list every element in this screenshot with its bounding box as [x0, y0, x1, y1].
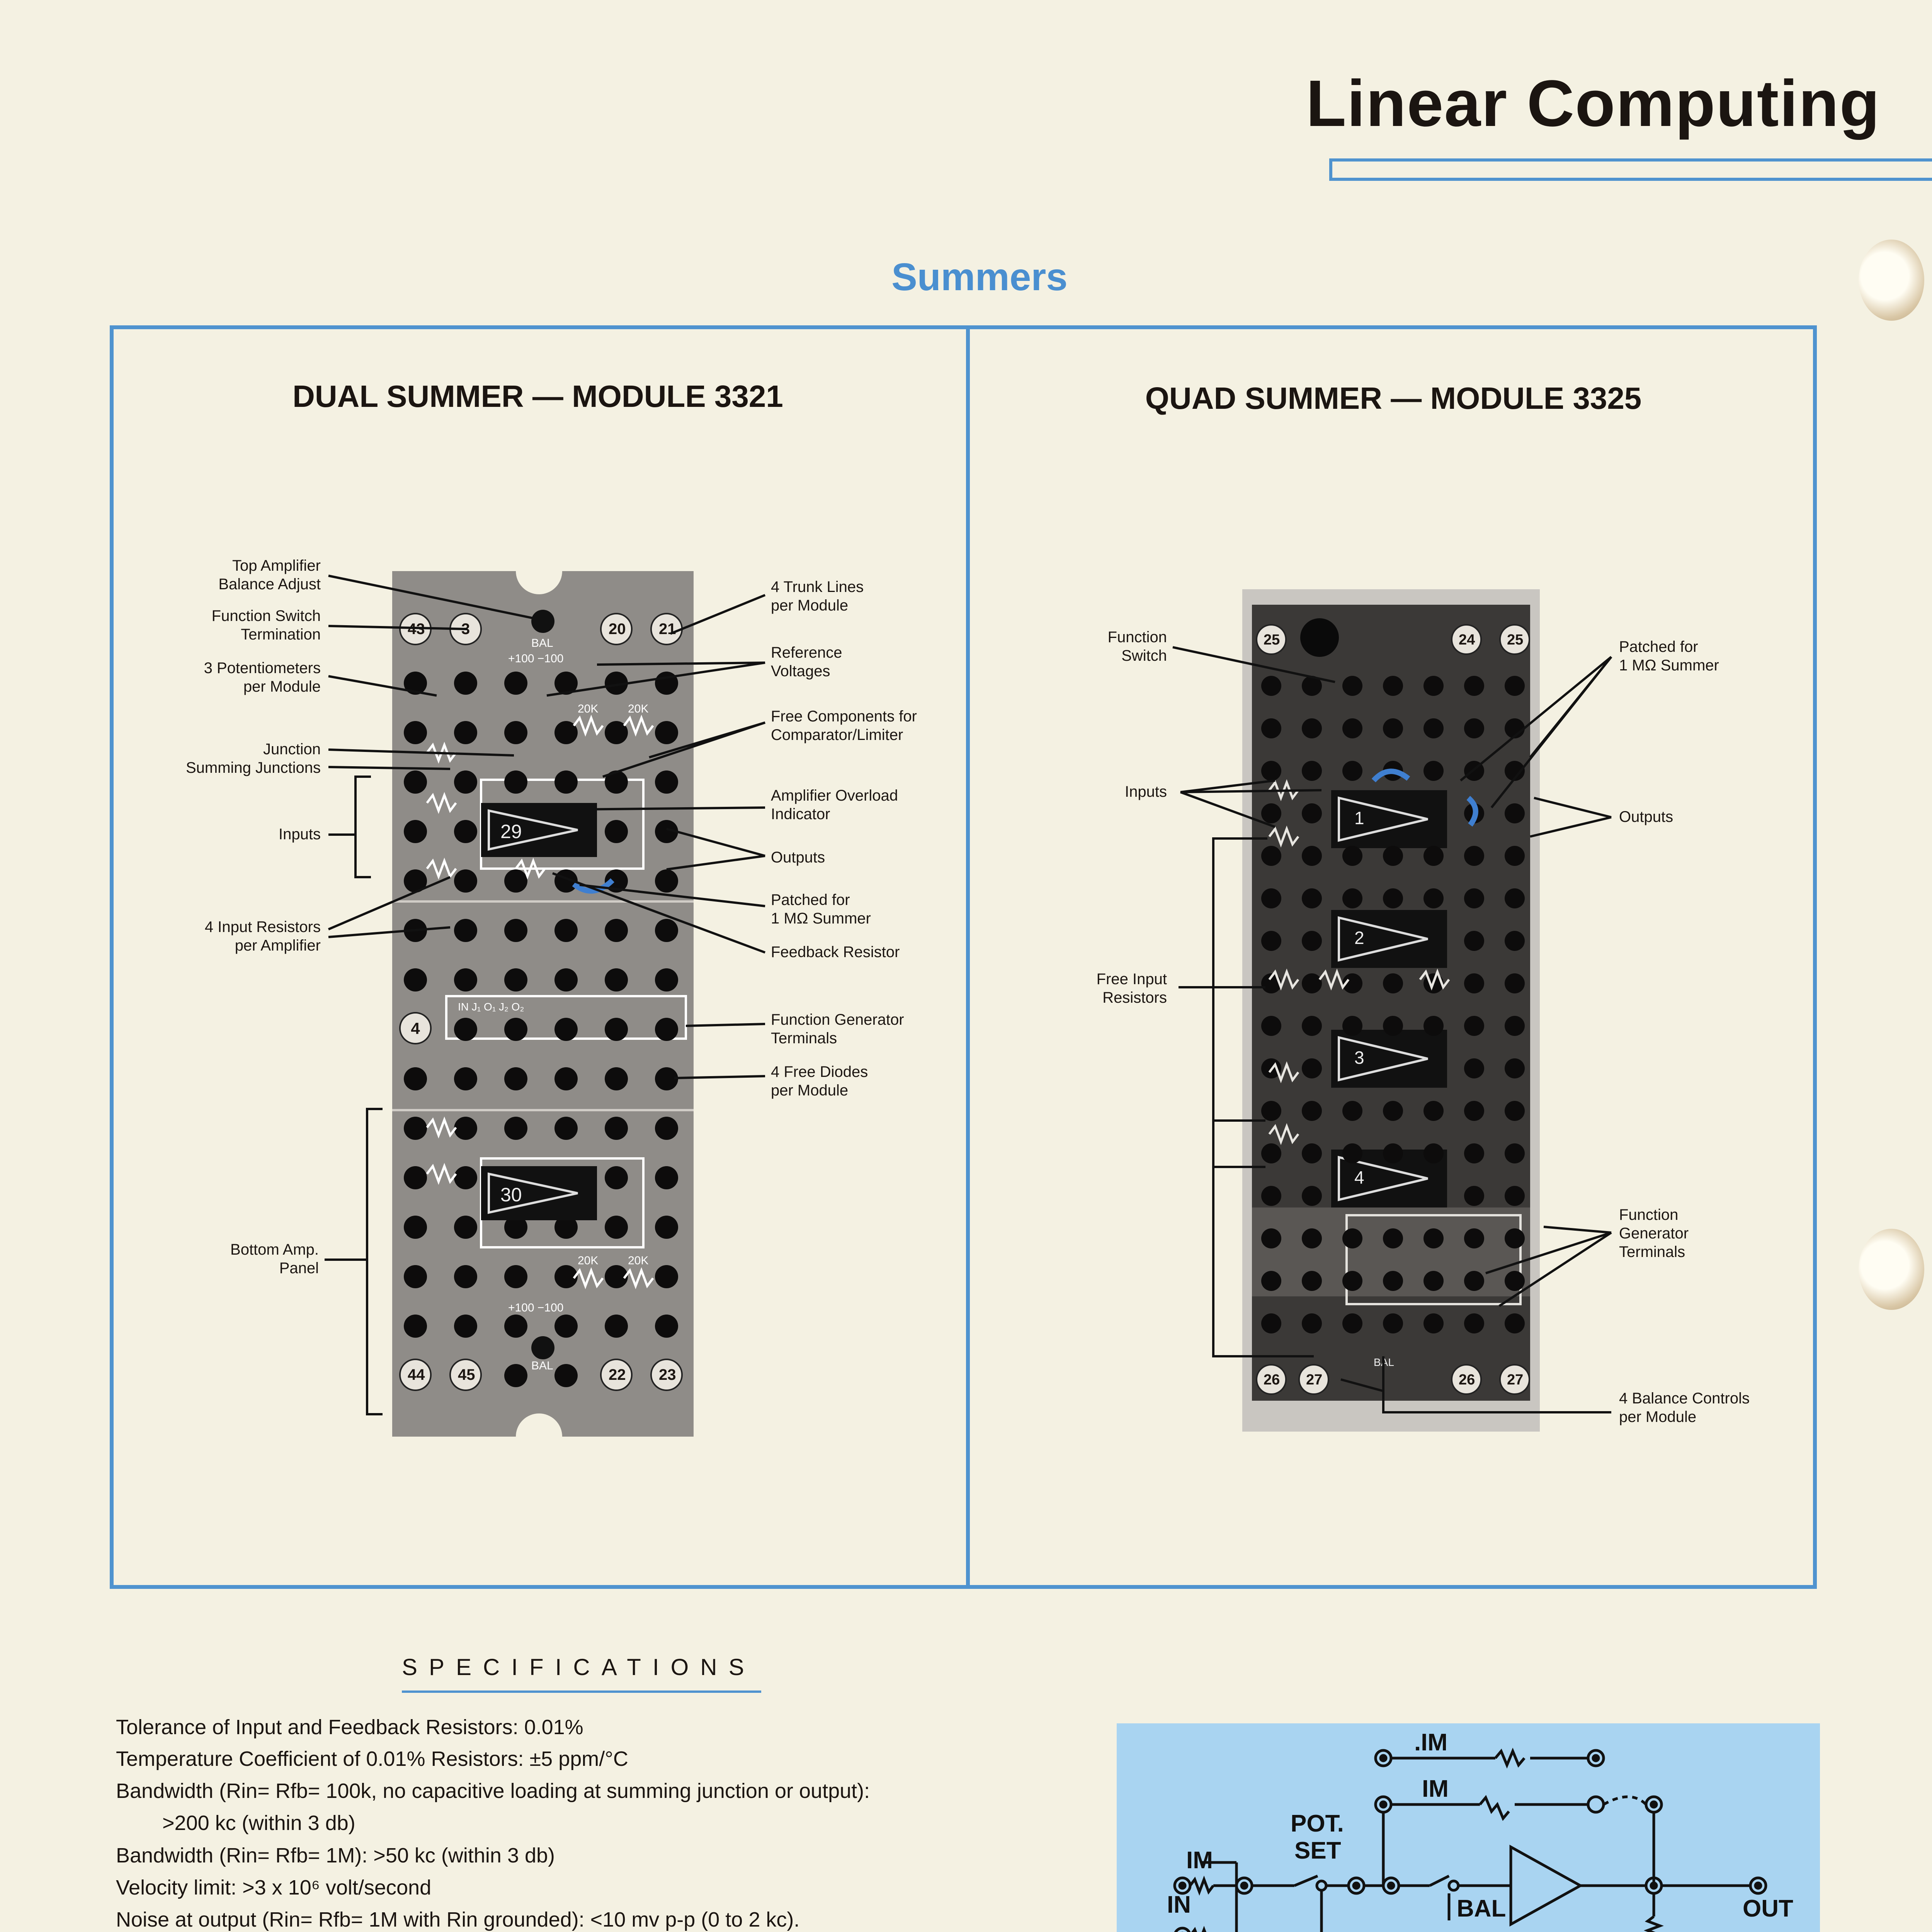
patch-jack	[404, 1117, 427, 1140]
patch-jack	[1302, 931, 1322, 951]
patch-jack	[605, 770, 628, 794]
patch-jack	[1302, 718, 1322, 738]
patch-jack	[1383, 846, 1403, 866]
patch-jack	[1342, 846, 1362, 866]
patch-jack	[404, 721, 427, 744]
frame-divider	[966, 325, 970, 1589]
patch-jack	[504, 1265, 527, 1288]
schem-label-bal: BAL	[1457, 1895, 1506, 1922]
patch-jack	[1342, 1016, 1362, 1036]
patch-jack	[504, 968, 527, 992]
patch-jack	[1342, 1143, 1362, 1163]
patch-jack	[1464, 1228, 1484, 1248]
patch-jack	[605, 1067, 628, 1090]
trunk-44: 44	[408, 1366, 425, 1383]
patch-jack	[1383, 1271, 1403, 1291]
patch-jack	[1464, 1313, 1484, 1333]
patch-jack	[605, 1315, 628, 1338]
schem-label-pot-set: POT. SET	[1291, 1810, 1344, 1864]
callout-patched-1meg: Patched for 1 MΩ Summer	[771, 891, 871, 927]
quad-summer-panel-drawing	[1242, 589, 1540, 1432]
patch-jack	[504, 1364, 527, 1387]
patch-jack	[454, 820, 477, 843]
patch-jack	[554, 1117, 578, 1140]
patch-jack	[1464, 676, 1484, 696]
patch-jack	[554, 672, 578, 695]
callout-free-components: Free Components for Comparator/Limiter	[771, 708, 917, 743]
schem-label-im-in: IM	[1186, 1847, 1213, 1874]
patch-jack	[1383, 676, 1403, 696]
patch-jack	[605, 968, 628, 992]
callout-feedback-resistor: Feedback Resistor	[771, 944, 900, 961]
patch-jack	[655, 869, 678, 893]
trunk-43: 43	[408, 621, 425, 638]
patch-jack	[454, 1315, 477, 1338]
patch-jack	[404, 869, 427, 893]
quad-summer-panel	[1242, 589, 1540, 1432]
patch-jack	[554, 770, 578, 794]
patch-jack	[404, 1067, 427, 1090]
quad-trunk-27b: 27	[1507, 1372, 1524, 1388]
patch-jack	[1383, 718, 1403, 738]
patch-jack	[1464, 1186, 1484, 1206]
patch-jack	[454, 1067, 477, 1090]
header-rule	[1329, 158, 1932, 181]
patch-jack	[1261, 803, 1281, 823]
patch-jack	[1464, 888, 1484, 908]
patch-jack	[1302, 1271, 1322, 1291]
quad-trunk-25a: 25	[1264, 632, 1280, 648]
patch-jack	[655, 721, 678, 744]
patch-jack	[655, 919, 678, 942]
quad-callout-function-switch: Function Switch	[1107, 629, 1167, 664]
patch-jack	[1505, 846, 1525, 866]
patch-jack	[1261, 1228, 1281, 1248]
patch-jack	[1383, 1143, 1403, 1163]
patch-jack	[1464, 761, 1484, 781]
patch-jack	[454, 770, 477, 794]
patch-jack	[404, 1315, 427, 1338]
quad-trunk-26a: 26	[1264, 1372, 1280, 1388]
patch-jack	[1342, 1101, 1362, 1121]
spec-line: Noise at output (Rin= Rfb= 1M with Rin grounded): <10 mv p-p (0 to 2 kc).	[116, 1908, 800, 1931]
patch-jack	[554, 1018, 578, 1041]
trunk-45: 45	[458, 1366, 475, 1383]
dual-summer-title: DUAL SUMMER — MODULE 3321	[293, 379, 783, 413]
patch-jack	[1505, 1101, 1525, 1121]
quad-amp-1-label: 1	[1354, 808, 1364, 828]
patch-jack	[1464, 973, 1484, 993]
k20b-label: 20K	[628, 702, 649, 715]
patch-jack	[1505, 718, 1525, 738]
amp-30-label: 30	[500, 1184, 522, 1206]
ref-bot-label: +100 −100	[508, 1301, 564, 1314]
section-title: Summers	[891, 255, 1068, 299]
patch-jack	[404, 1265, 427, 1288]
patch-jack	[1383, 1016, 1403, 1036]
patch-jack	[1302, 803, 1322, 823]
page-header-title: Linear Computing	[1306, 67, 1881, 140]
patch-jack	[454, 1117, 477, 1140]
patch-jack	[1383, 1313, 1403, 1333]
patch-jack	[1423, 846, 1444, 866]
patch-jack	[1423, 1228, 1444, 1248]
patch-jack	[404, 919, 427, 942]
patch-jack	[404, 770, 427, 794]
callout-4-free-diodes: 4 Free Diodes per Module	[771, 1063, 868, 1099]
spec-line: Bandwidth (Rin= Rfb= 1M): >50 kc (within 3 db)	[116, 1844, 555, 1867]
patch-jack	[1423, 1271, 1444, 1291]
patch-jack	[1383, 1228, 1403, 1248]
callout-summing-junctions: Junction Summing Junctions	[185, 741, 321, 776]
patch-jack	[454, 721, 477, 744]
patch-jack	[504, 1315, 527, 1338]
patch-jack	[454, 1018, 477, 1041]
patch-jack	[454, 1265, 477, 1288]
patch-jack	[1464, 1016, 1484, 1036]
patch-jack	[554, 968, 578, 992]
patch-jack	[605, 1117, 628, 1140]
patch-jack	[1505, 1186, 1525, 1206]
trunk-3: 3	[461, 621, 470, 638]
patch-jack	[1505, 761, 1525, 781]
patch-jack	[1423, 888, 1444, 908]
patch-jack	[655, 770, 678, 794]
binder-hole-top	[1859, 240, 1924, 321]
patch-jack	[504, 770, 527, 794]
patch-jack	[1505, 973, 1525, 993]
quad-callout-free-input-resistors: Free Input Resistors	[1096, 971, 1167, 1006]
quad-callout-patched-1meg: Patched for 1 MΩ Summer	[1619, 638, 1719, 674]
patch-jack	[404, 672, 427, 695]
patch-jack	[1302, 761, 1322, 781]
patch-jack	[1423, 1143, 1444, 1163]
quad-summer-title: QUAD SUMMER — MODULE 3325	[1145, 381, 1642, 415]
patch-jack	[1423, 1016, 1444, 1036]
patch-jack	[404, 820, 427, 843]
patch-jack	[1261, 1101, 1281, 1121]
patch-jack	[554, 1067, 578, 1090]
patch-jack	[655, 1166, 678, 1189]
schem-label-in: IN	[1167, 1891, 1191, 1918]
patch-jack	[1261, 846, 1281, 866]
quad-callout-inputs: Inputs	[1125, 783, 1167, 800]
patch-jack	[655, 1216, 678, 1239]
quad-callout-outputs: Outputs	[1619, 808, 1673, 825]
callout-amp-overload-indicator: Amplifier Overload Indicator	[771, 787, 898, 823]
patch-jack	[1261, 1313, 1281, 1333]
trunk-4: 4	[411, 1019, 420, 1037]
quad-bal-label: BAL	[1374, 1356, 1394, 1368]
patch-jack	[1342, 718, 1362, 738]
schematic-drawing	[1117, 1723, 1820, 1932]
specifications-heading: SPECIFICATIONS	[402, 1654, 756, 1680]
callout-reference-voltages: Reference Voltages	[771, 644, 842, 680]
patch-jack	[605, 1018, 628, 1041]
bal-top-label: BAL	[531, 637, 553, 650]
patch-jack	[605, 1166, 628, 1189]
modules-frame	[110, 325, 1817, 1589]
patch-jack	[1464, 1143, 1484, 1163]
callout-function-switch-termination: Function Switch Termination	[211, 607, 321, 643]
patch-jack	[454, 869, 477, 893]
patch-jack	[404, 1216, 427, 1239]
patch-jack	[504, 869, 527, 893]
quad-trunk-24: 24	[1459, 632, 1475, 648]
callout-4-trunk-lines: 4 Trunk Lines per Module	[771, 578, 864, 614]
patch-jack	[1302, 676, 1322, 696]
patch-jack	[1342, 676, 1362, 696]
spec-line: >200 kc (within 3 db)	[162, 1811, 355, 1835]
patch-jack	[1505, 676, 1525, 696]
dual-summer-panel	[392, 571, 694, 1437]
patch-jack	[1302, 1058, 1322, 1078]
trunk-22: 22	[609, 1366, 626, 1383]
patch-jack	[1423, 761, 1444, 781]
patch-jack	[1302, 1143, 1322, 1163]
patch-jack	[1261, 1016, 1281, 1036]
callout-3-potentiometers: 3 Potentiometers per Module	[204, 660, 321, 695]
patch-jack	[504, 1067, 527, 1090]
quad-trunk-27a: 27	[1306, 1372, 1323, 1388]
patch-jack	[1342, 1228, 1362, 1248]
patch-jack	[1342, 1313, 1362, 1333]
patch-jack	[1261, 761, 1281, 781]
patch-jack	[1261, 931, 1281, 951]
patch-jack	[454, 1216, 477, 1239]
patch-jack	[1302, 1228, 1322, 1248]
patch-jack	[655, 968, 678, 992]
patch-jack	[1302, 888, 1322, 908]
patch-jack	[404, 968, 427, 992]
patch-jack	[1383, 973, 1403, 993]
patch-jack	[605, 820, 628, 843]
patch-jack	[1342, 1271, 1362, 1291]
patch-jack	[1464, 718, 1484, 738]
patch-jack	[605, 672, 628, 695]
quad-amp-3-label: 3	[1354, 1048, 1364, 1068]
patch-jack	[1302, 846, 1322, 866]
patch-jack	[1383, 888, 1403, 908]
patch-jack	[655, 1018, 678, 1041]
patch-jack	[1464, 1101, 1484, 1121]
trunk-21: 21	[659, 621, 676, 638]
patch-jack	[1261, 888, 1281, 908]
patch-jack	[1302, 1186, 1322, 1206]
patch-jack	[1464, 846, 1484, 866]
patch-jack	[1505, 1271, 1525, 1291]
patch-jack	[504, 1117, 527, 1140]
patch-jack	[1505, 931, 1525, 951]
callout-bottom-amp-panel: Bottom Amp. Panel	[230, 1241, 319, 1277]
patch-jack	[554, 1364, 578, 1387]
spec-line: Bandwidth (Rin= Rfb= 100k, no capacitive loading at summing junction or output):	[116, 1779, 870, 1803]
quad-callout-4-balance-controls: 4 Balance Controls per Module	[1619, 1390, 1750, 1425]
patch-jack	[1261, 718, 1281, 738]
patch-jack	[655, 1117, 678, 1140]
patch-jack	[404, 1166, 427, 1189]
specifications-rule	[402, 1690, 761, 1693]
patch-jack	[605, 919, 628, 942]
patch-jack	[1505, 803, 1525, 823]
patch-jack	[655, 1315, 678, 1338]
summer-schematic	[1117, 1723, 1820, 1932]
patch-jack	[1342, 761, 1362, 781]
patch-jack	[1505, 888, 1525, 908]
callout-inputs: Inputs	[279, 826, 321, 843]
patch-jack	[605, 1216, 628, 1239]
callout-4-input-resistors: 4 Input Resistors per Amplifier	[204, 918, 321, 954]
k20a-label: 20K	[578, 702, 599, 715]
schem-label-im-top: .IM	[1414, 1729, 1448, 1756]
trunk-23: 23	[659, 1366, 676, 1383]
spec-line: Temperature Coefficient of 0.01% Resistors: ±5 ppm/°C	[116, 1747, 628, 1770]
quad-trunk-25b: 25	[1507, 632, 1524, 648]
patch-jack	[504, 721, 527, 744]
patch-jack	[1464, 1058, 1484, 1078]
patch-jack	[1505, 1228, 1525, 1248]
fg-terminal-labels: IN J₁ O₁ J₂ O₂	[458, 1001, 524, 1013]
patch-jack	[1464, 1271, 1484, 1291]
quad-amp-4-label: 4	[1354, 1167, 1364, 1187]
spec-line: Velocity limit: >3 x 10⁶ volt/second	[116, 1876, 432, 1899]
bal-bot-label: BAL	[531, 1359, 553, 1372]
spec-line: Tolerance of Input and Feedback Resistors: 0.01%	[116, 1716, 583, 1739]
patch-jack	[554, 1315, 578, 1338]
quad-trunk-26b: 26	[1459, 1372, 1475, 1388]
patch-jack	[1423, 1101, 1444, 1121]
patch-jack	[504, 1018, 527, 1041]
callout-outputs: Outputs	[771, 849, 825, 866]
patch-jack	[1505, 1143, 1525, 1163]
patch-jack	[1464, 931, 1484, 951]
patch-jack	[1383, 1101, 1403, 1121]
patch-jack	[454, 1166, 477, 1189]
schem-label-im-second: IM	[1422, 1776, 1449, 1802]
patch-jack	[1302, 1313, 1322, 1333]
callout-top-amp-balance: Top Amplifier Balance Adjust	[218, 557, 321, 593]
patch-jack	[1423, 718, 1444, 738]
patch-jack	[655, 1265, 678, 1288]
patch-jack	[1505, 1058, 1525, 1078]
callout-function-generator-terminals: Function Generator Terminals	[771, 1011, 904, 1047]
patch-jack	[454, 919, 477, 942]
ref-top-label: +100 −100	[508, 652, 564, 665]
schem-label-out: OUT	[1743, 1895, 1793, 1922]
patch-jack	[655, 820, 678, 843]
patch-jack	[504, 672, 527, 695]
trunk-20: 20	[609, 621, 626, 638]
patch-jack	[1261, 1186, 1281, 1206]
patch-jack	[454, 672, 477, 695]
amp-29-label: 29	[500, 821, 522, 842]
patch-jack	[1261, 1143, 1281, 1163]
patch-jack	[504, 919, 527, 942]
patch-jack	[1261, 676, 1281, 696]
patch-jack	[1505, 1313, 1525, 1333]
patch-jack	[1302, 1016, 1322, 1036]
patch-jack	[655, 1067, 678, 1090]
patch-jack	[554, 919, 578, 942]
patch-jack	[655, 672, 678, 695]
patch-jack	[1423, 1313, 1444, 1333]
k20d-label: 20K	[628, 1254, 649, 1267]
patch-jack	[1342, 888, 1362, 908]
k20c-label: 20K	[578, 1254, 599, 1267]
patch-jack	[1505, 1016, 1525, 1036]
patch-jack	[1302, 1101, 1322, 1121]
binder-hole-middle	[1859, 1229, 1924, 1310]
patch-jack	[1302, 973, 1322, 993]
patch-jack	[1423, 676, 1444, 696]
quad-amp-2-label: 2	[1354, 928, 1364, 948]
patch-jack	[454, 968, 477, 992]
patch-jack	[1261, 1271, 1281, 1291]
quad-callout-function-generator-terminals: Function Generator Terminals	[1619, 1206, 1689, 1260]
patch-jack	[554, 869, 578, 893]
